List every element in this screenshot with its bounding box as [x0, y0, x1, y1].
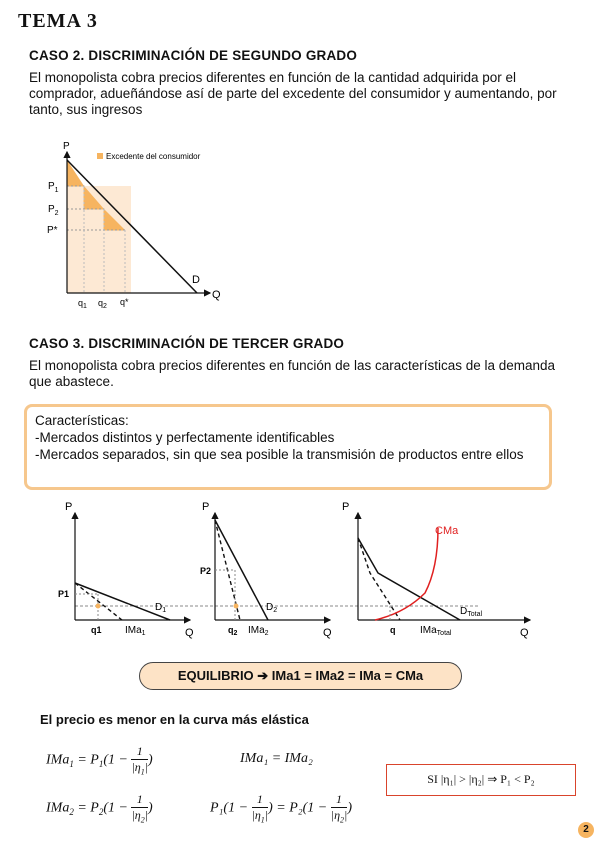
d1-label: $D_1$ [155, 602, 167, 614]
condition-text: SI |η₁| > |η₂| ⇒ P₁ < P₂ [427, 772, 535, 786]
second-degree-chart [40, 140, 240, 310]
x-axis-label: Q [520, 627, 529, 639]
q-label: q [390, 625, 396, 635]
q2-label: $q_2$ [228, 625, 238, 637]
formula-ima2: $IMa_2 = P_2(1$ − $\frac{1}{|\eta_2|}$ ) [46, 792, 153, 825]
x-axis-label: Q [212, 289, 221, 301]
q1-label: $q_1$ [78, 298, 87, 310]
imatotal-label: IMa$_{Total}$ [420, 625, 452, 637]
equilibrium-banner: EQUILIBRIO ➔ IMa1 = IMa2 = IMa = CMa [139, 662, 462, 690]
formula-ima1: $IMa_1 = P_1(1$ − $\frac{1}{|\eta_1|}$ ) [46, 744, 153, 777]
cma-label: CMa [435, 525, 459, 537]
x-axis-label: Q [323, 627, 332, 639]
qstar-label: q* [120, 297, 129, 307]
revenue-shade [67, 186, 131, 293]
characteristics-item: -Mercados distintos y perfectamente identificables [35, 430, 335, 445]
total-market-chart [342, 501, 530, 639]
p1-label: $P_1$ [48, 181, 59, 194]
case3-heading: CASO 3. DISCRIMINACIÓN DE TERCER GRADO [29, 336, 345, 351]
legend-swatch [97, 153, 103, 159]
characteristics-box [24, 404, 552, 490]
third-degree-charts [40, 498, 540, 648]
equilibrium-point [234, 604, 239, 609]
y-axis-label: P [342, 501, 350, 513]
demand-label: D [192, 274, 200, 286]
p1-label: P1 [58, 589, 70, 599]
q1-label: q1 [91, 625, 102, 635]
legend-label: Excedente del consumidor [106, 152, 201, 161]
market-1-chart [58, 501, 194, 639]
case3-text: El monopolista cobra precios diferentes en función de las características de la demanda que abastece. [29, 358, 556, 389]
market-2-chart [200, 501, 332, 639]
characteristics-title: Características: [35, 413, 129, 428]
formula-equal-ima: IMa₁ = IMa₂ [240, 751, 313, 766]
y-axis-label: P [63, 141, 70, 152]
dtotal-label: $D_{Total}$ [460, 606, 483, 618]
page-number: 2 [578, 822, 594, 838]
characteristics-item: -Mercados separados, sin que sea posible la transmisión de productos entre ellos [35, 447, 524, 462]
case2-heading: CASO 2. DISCRIMINACIÓN DE SEGUNDO GRADO [29, 48, 358, 63]
p2-label: $P_2$ [48, 204, 59, 217]
case2-text: El monopolista cobra precios diferentes en función de la cantidad adquirida por el comprador, adueñándose así de parte del excedente del consumidor y aumentando, por tanto, sus ingresos [29, 70, 557, 117]
q2-label: $q_2$ [98, 298, 107, 310]
p2-label: P2 [200, 566, 212, 576]
x-axis-label: Q [185, 627, 194, 639]
formula-price-equality: P₁(1 − $\frac{1}{|\eta_1|}$ ) = P₂(1 − $\frac{1}{|\eta_2|}$ ) [210, 792, 352, 825]
ima2-label: IMa$_2$ [248, 625, 269, 637]
elasticity-heading: El precio es menor en la curva más elástica [40, 712, 309, 727]
pstar-label: P* [47, 225, 58, 236]
equilibrium-point [96, 604, 101, 609]
page-title: TEMA 3 [18, 10, 98, 32]
d2-label: $D_2$ [266, 602, 278, 614]
condition-box [386, 764, 576, 796]
demand-2-line [215, 520, 268, 620]
ima1-label: IMa$_1$ [125, 625, 146, 637]
y-axis-label: P [65, 501, 73, 513]
y-axis-label: P [202, 501, 210, 513]
surplus-area-1 [67, 160, 84, 186]
